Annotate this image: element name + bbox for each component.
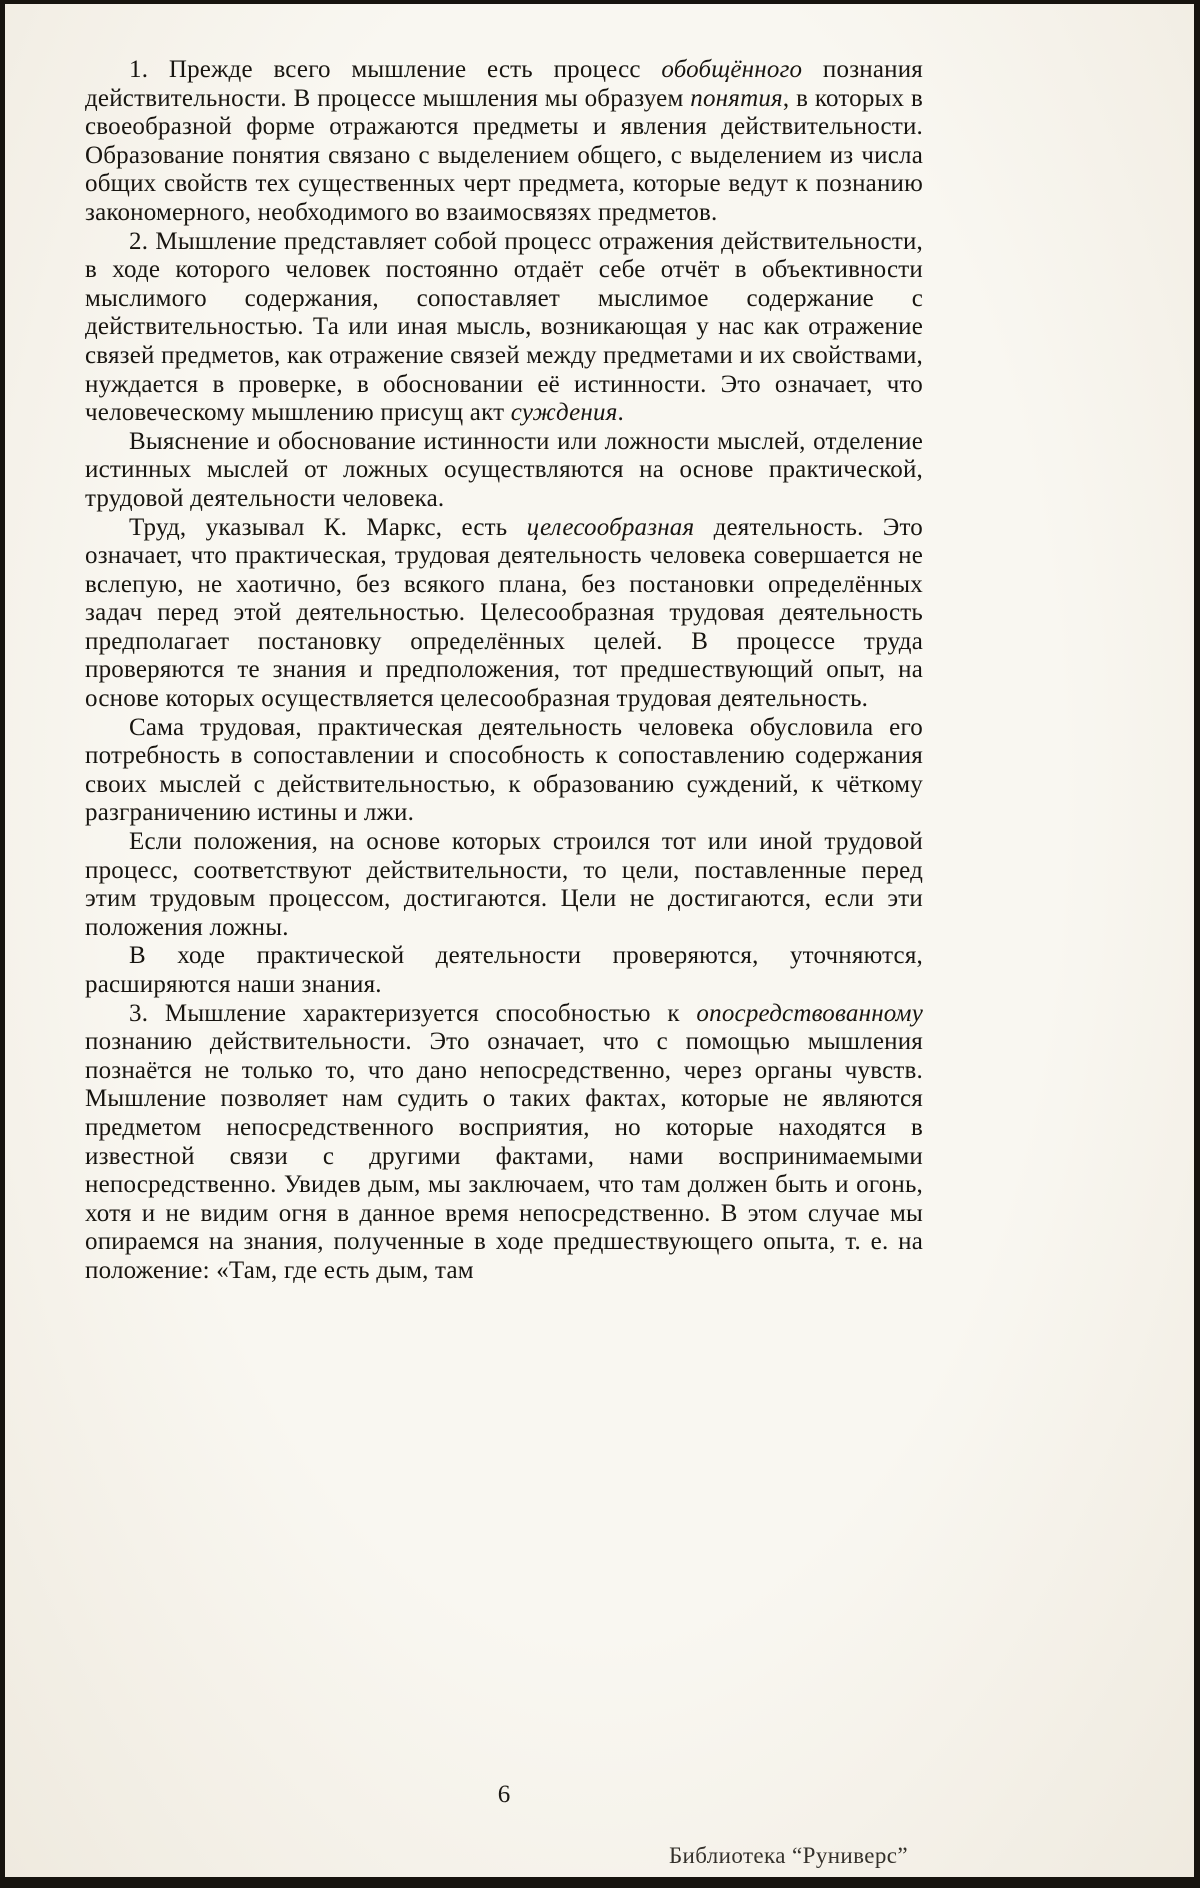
library-watermark: Библиотека “Руниверс” bbox=[668, 1843, 908, 1868]
body-text: Если положения, на основе которых строился тот или иной трудовой процесс, соответствуют действительности, то цели, поставленные перед этим трудовым процессом, достигаются. Цели не достигаются, если эти положения ложны. bbox=[85, 828, 923, 941]
body-text: познания действительности. В процессе мышления мы образуем bbox=[85, 56, 923, 112]
body-text: Выяснение и обоснование истинности или ложности мыслей, отделение истинных мыслей от ложных осуществляются на основе практической, трудовой деятельности человека. bbox=[85, 427, 923, 512]
text-block bbox=[85, 56, 923, 1286]
page-number: 6 bbox=[497, 1781, 511, 1808]
body-text: , в которых в своеобразной форме отражаются предметы и явления действительности. Образование понятия связано с выделением общего, с выделением из числа общих свойств тех существенных черт предмета, которые ведут к познанию закономерного, необходимого во взаимосвязях предметов. bbox=[85, 84, 923, 226]
page-surface bbox=[5, 4, 1194, 1877]
body-text: . bbox=[617, 399, 624, 427]
body-text: 2. Мышление представляет собой процесс отражения действительности, в ходе которого человек постоянно отдаёт себе отчёт в объективности мыслимого содержания, сопоставляет мыслимое содержание с действительностью. Та или иная мысль, возникающая у нас как отражение связей предметов, как отражение связей между предметами и их свойствами, нуждается в проверке, в обосновании её истинности. Это означает, что человеческому мышлению присущ акт bbox=[85, 227, 923, 427]
paragraph bbox=[85, 714, 923, 828]
paragraph bbox=[85, 514, 923, 714]
body-text: 1. Прежде всего мышление есть процесс bbox=[129, 56, 662, 83]
paragraph bbox=[85, 1000, 923, 1286]
body-text: Сама трудовая, практическая деятельность человека обусловила его потребность в сопоставлении и способность к сопоставлению содержания своих мыслей с действительностью, к образованию суждений, к чёткому разграничению истины и лжи. bbox=[85, 713, 923, 827]
emphasized-text: понятия bbox=[690, 84, 783, 112]
body-text: деятельность. Это означает, что практическая, трудовая деятельность человека совершается не вслепую, не хаотично, без всякого плана, без постановки определённых задач перед этой деятельностью. Целесообразная трудовая деятельность предполагает постановку определённых целей. В процессе труда проверяются те знания и предположения, тот предшествующий опыт, на основе которых осуществляется целесообразная трудовая деятельность. bbox=[85, 513, 923, 713]
paragraph bbox=[85, 428, 923, 514]
body-text: 3. Мышление характеризуется способностью к bbox=[129, 999, 697, 1027]
paragraph bbox=[85, 942, 923, 999]
emphasized-text: целесообразная bbox=[526, 513, 695, 541]
paragraph bbox=[85, 828, 923, 942]
emphasized-text: суждения bbox=[510, 399, 618, 427]
emphasized-text: опосредствованному bbox=[696, 999, 923, 1027]
body-text: В ходе практической деятельности проверяются, уточняются, расширяются наши знания. bbox=[85, 942, 923, 998]
emphasized-text: обобщённого bbox=[661, 56, 803, 83]
body-text: познанию действительности. Это означает, что с помощью мышления познаётся не только то, что дано непосредственно, через органы чувств. Мышление позволяет нам судить о таких фактах, которые не являются предметом непосредственного восприятия, но которые находятся в известной связи с другими фактами, нами воспринимаемыми непосредственно. Увидев дым, мы заключаем, что там должен быть и огонь, хотя и не видим огня в данное время непосредственно. В этом случае мы опираемся на знания, полученные в ходе предшествующего опыта, т. е. на положение: «Там, где есть дым, там bbox=[85, 1028, 923, 1284]
paragraph bbox=[85, 228, 923, 428]
paragraph bbox=[85, 56, 923, 228]
body-text: Труд, указывал К. Маркс, есть bbox=[129, 513, 527, 541]
